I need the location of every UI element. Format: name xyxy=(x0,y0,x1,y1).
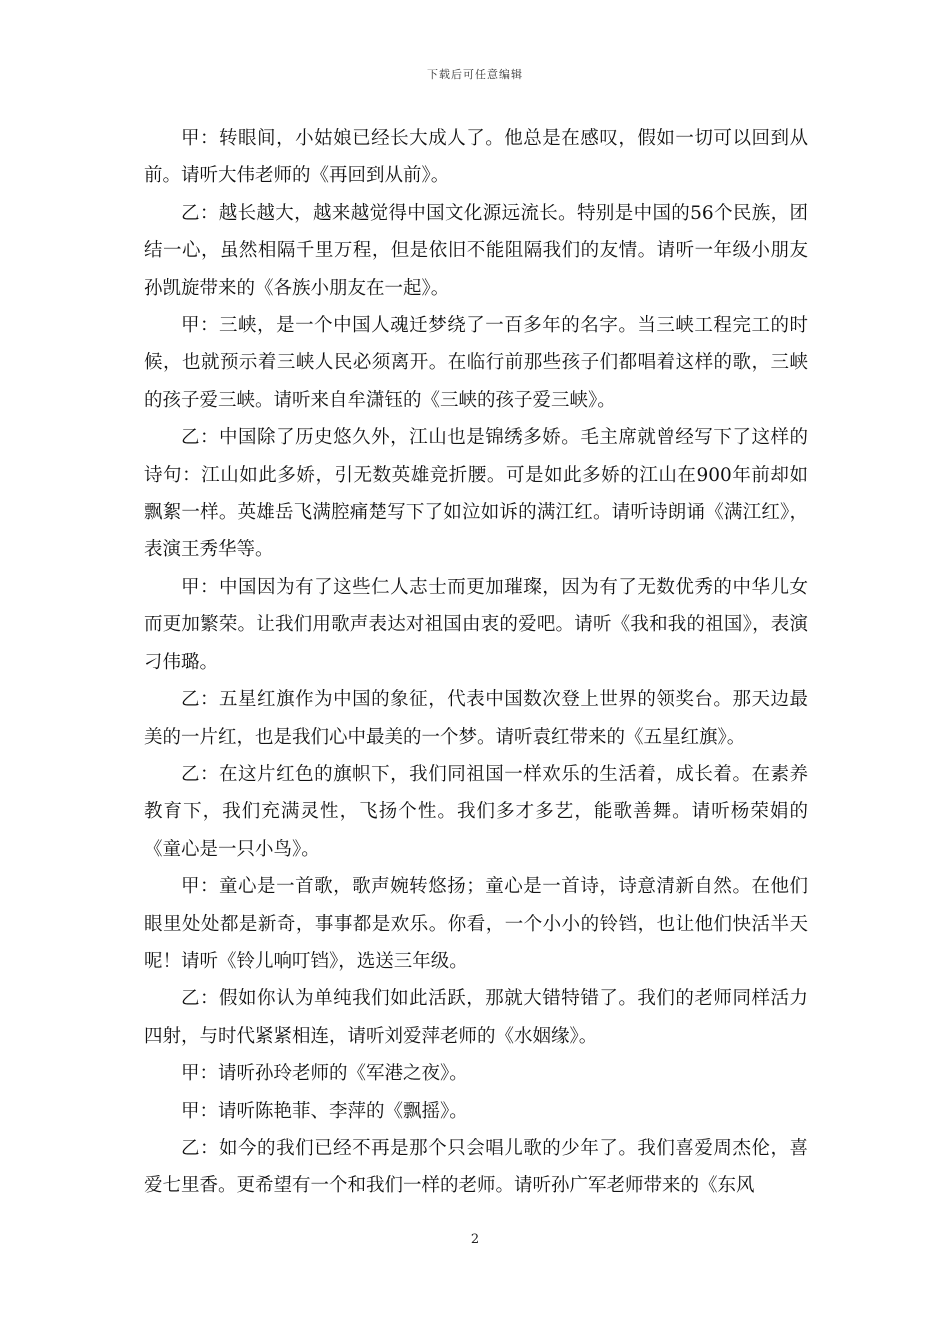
paragraph: 乙：越长越大，越来越觉得中国文化源远流长。特别是中国的56个民族，团结一心，虽然相隔千里万程，但是依旧不能阻隔我们的友情。请听一年级小朋友孙凯旋带来的《各族小朋友在一起》。 xyxy=(144,202,808,299)
paragraph: 乙：假如你认为单纯我们如此活跃，那就大错特错了。我们的老师同样活力四射，与时代紧紧相连，请听刘爱萍老师的《水姻缘》。 xyxy=(144,988,808,1047)
paragraph: 乙：中国除了历史悠久外，江山也是锦绣多娇。毛主席就曾经写下了这样的诗句：江山如此多娇，引无数英雄竞折腰。可是如此多娇的江山在900年前却如飘絮一样。英雄岳飞满腔痛楚写下了如泣如诉的满江红。请听诗朗诵《满江红》，表演王秀华等。 xyxy=(144,427,808,561)
page-header: 下载后可任意编辑 xyxy=(427,68,523,81)
paragraph: 乙：如今的我们已经不再是那个只会唱儿歌的少年了。我们喜爱周杰伦，喜爱七里香。更希望有一个和我们一样的老师。请听孙广军老师带来的《东风 xyxy=(144,1137,808,1197)
paragraph: 甲：三峡，是一个中国人魂迁梦绕了一百多年的名字。当三峡工程完工的时候，也就预示着三峡人民必须离开。在临行前那些孩子们都唱着这样的歌，三峡的孩子爱三峡。请听来自牟潇钰的《三峡的孩子爱三峡》。 xyxy=(144,315,808,411)
document-body xyxy=(144,120,808,1205)
paragraph: 乙：在这片红色的旗帜下，我们同祖国一样欢乐的生活着，成长着。在素养教育下，我们充满灵性，飞扬个性。我们多才多艺，能歌善舞。请听杨荣娟的《童心是一只小鸟》。 xyxy=(144,763,808,860)
page-number: 2 xyxy=(470,1232,480,1247)
paragraph: 甲：中国因为有了这些仁人志士而更加璀璨，因为有了无数优秀的中华儿女而更加繁荣。让我们用歌声表达对祖国由衷的爱吧。请听《我和我的祖国》，表演刁伟璐。 xyxy=(144,576,808,673)
paragraph: 甲：请听孙玲老师的《军港之夜》。 xyxy=(181,1063,468,1085)
paragraph: 甲：请听陈艳菲、李萍的《飘摇》。 xyxy=(181,1100,468,1122)
paragraph: 甲：童心是一首歌，歌声婉转悠扬；童心是一首诗，诗意清新自然。在他们眼里处处都是新奇，事事都是欢乐。你看，一个小小的铃铛，也让他们快活半天呢！请听《铃儿响叮铛》，选送三年级。 xyxy=(144,876,808,972)
paragraph: 乙：五星红旗作为中国的象征，代表中国数次登上世界的领奖台。那天边最美的一片红，也是我们心中最美的一个梦。请听袁红带来的《五星红旗》。 xyxy=(144,689,808,748)
paragraph: 甲：转眼间，小姑娘已经长大成人了。他总是在感叹，假如一切可以回到从前。请听大伟老师的《再回到从前》。 xyxy=(144,128,808,187)
